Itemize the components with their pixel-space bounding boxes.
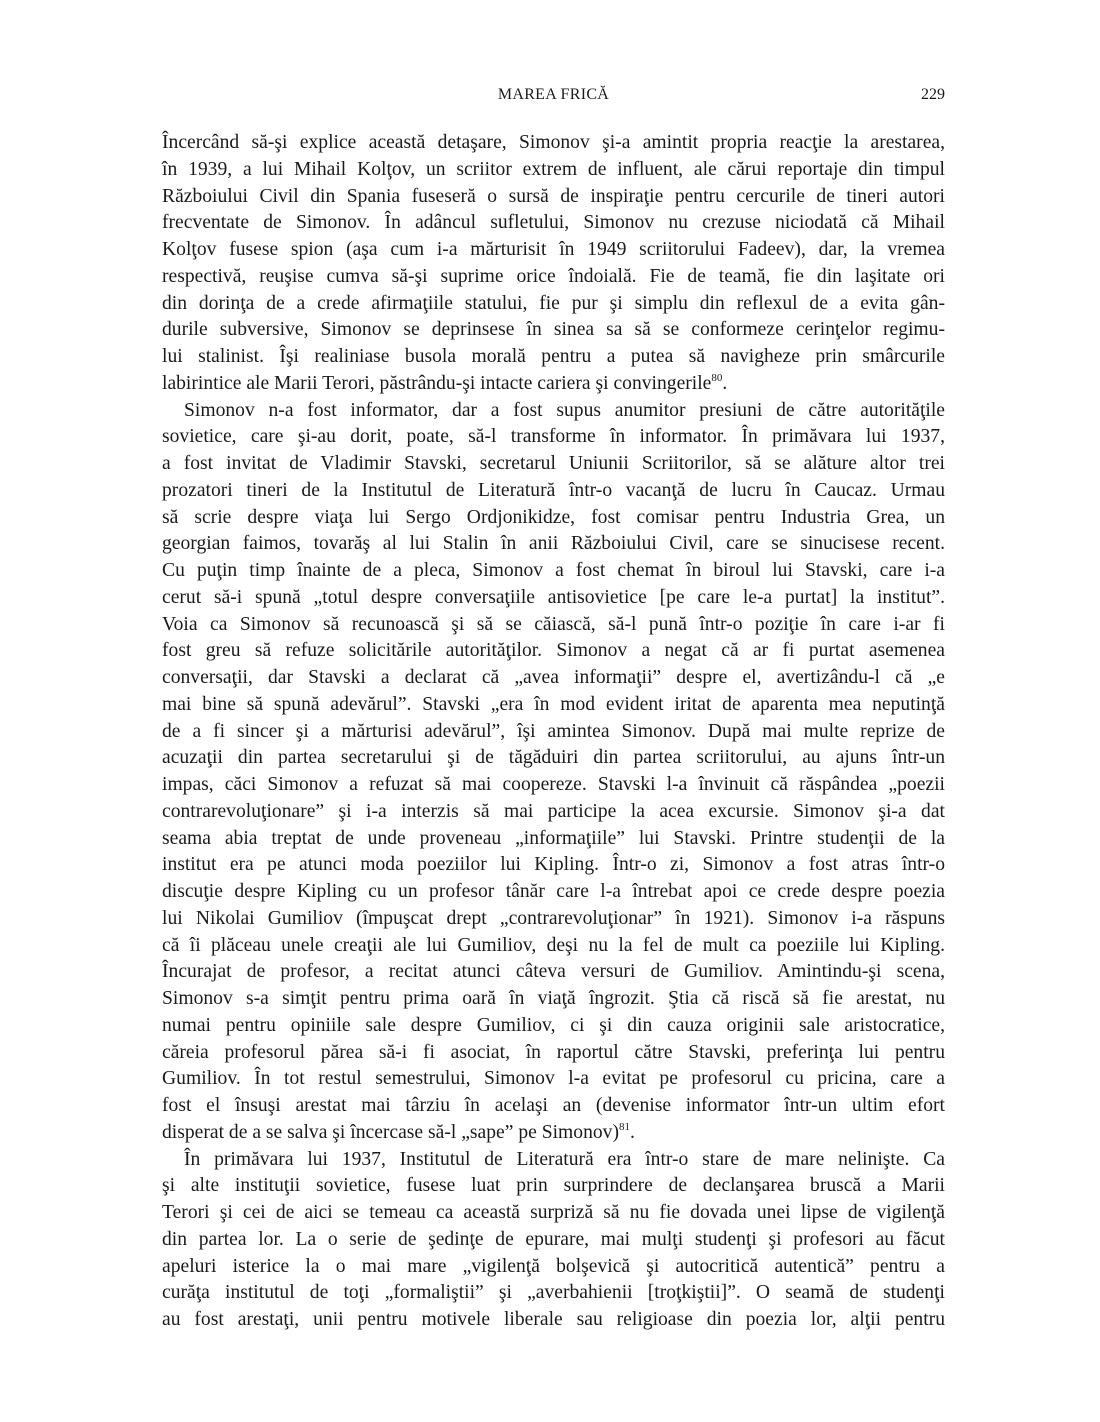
text-line [162,906,945,933]
text-line [162,665,945,692]
text-line [162,237,945,264]
line-text: Simonov s-a simţit pentru prima oară în viaţă îngrozit. Ştia că riscă să fie arestat, nu [162,988,945,1009]
line-text: a fost invitat de Vladimir Stavski, secretarul Uniunii Scriitorilor, să se alăture altor trei [162,453,945,474]
line-text: de a fi sincer şi a mărturisi adevărul”, îşi amintea Simonov. După mai multe reprize de [162,720,945,742]
text-line [162,1280,945,1307]
text-line [162,1307,945,1334]
sentence-end: . [722,372,728,394]
line-text: seama abia treptat de unde proveneau „informaţiile” lui Stavski. Printre studenţii de la [162,827,945,849]
line-text: În primăvara lui 1937, Institutul de Literatură era într-o stare de mare nelinişte. Ca [184,1148,945,1170]
line-text: conversaţii, dar Stavski a declarat că „avea informaţii” despre el, avertizându-l că „e [162,667,945,688]
text-line [162,1254,945,1281]
text-line [162,130,945,157]
line-text: impas, căci Simonov a refuzat să mai coopereze. Stavski l-a învinuit că răspândea „poezii [162,774,945,795]
text-line [162,451,945,478]
text-line [162,505,945,532]
text-line [162,317,945,344]
line-text: acuzaţii din partea secretarului şi de tăgăduiri din partea scriitorului, au ajuns într-un [162,747,945,769]
text-line [162,719,945,746]
line-text: mai bine să spună adevărul”. Stavski „era în mod evident iritat de aparenta mea neputinţă [162,693,945,715]
text-line [162,291,945,318]
line-text: contrarevoluţionare” şi i-a interzis să mai participe la acea excursie. Simonov şi-a dat [162,800,945,822]
line-text: numai pentru opiniile sale despre Gumiliov, ci şi din cauza originii sale aristocratice, [162,1014,945,1036]
line-text: în 1939, a lui Mihail Kolţov, un scriitor extrem de influent, ale cărui reportaje din timpul [162,158,945,180]
text-line [162,344,945,371]
line-text: Cu puţin timp înainte de a pleca, Simonov a fost chemat în biroul lui Stavski, care i-a [162,560,945,581]
running-title: MAREA FRICĂ [497,86,610,103]
line-text: respectivă, reuşise cumva să-şi suprime orice îndoială. Fie de teamă, fie din laşitate ori [162,265,945,287]
line-text: durile subversive, Simonov se deprinsese în sinea sa să se conformeze cerinţelor regimu- [162,319,945,341]
text-line [162,1066,945,1093]
text-line [162,799,945,826]
text-line [162,371,945,398]
sentence-end: . [630,1121,635,1143]
running-header [162,86,945,108]
line-text: Încercând să-şi explice această detaşare, Simonov şi-a amintit propria reacţie la arestarea, [162,132,945,153]
text-line [162,986,945,1013]
text-line [162,1173,945,1200]
page-number: 229 [921,86,945,103]
line-text: labirintice ale Marii Terori, păstrându-şi intacte cariera şi convingerile [162,372,712,394]
line-text: prozatori tineri de la Institutul de Literatură într-o vacanţă de lucru în Caucaz. Urmau [162,479,945,501]
text-line [162,933,945,960]
line-text: să scrie despre viaţa lui Sergo Ordjonikidze, fost comisar pentru Industria Grea, un [162,506,945,528]
footnote-reference[interactable]: 80 [711,371,723,384]
line-text: sovietice, care şi-au dorit, poate, să-l transforme în informator. În primăvara lui 1937, [162,426,945,448]
line-text: din dorinţa de a crede afirmaţiile statului, fie pur şi simplu din reflexul de a evita gân- [162,292,945,314]
line-text: Voia ca Simonov să recunoască şi să se căiască, să-l pună într-o poziţie în care i-ar fi [162,613,945,635]
text-line [162,424,945,451]
text-line [162,210,945,237]
line-text: Kolţov fusese spion (aşa cum i-a mărturisit în 1949 scriitorului Fadeev), dar, la vremea [162,239,945,260]
line-text: au fost arestaţi, unii pentru motivele liberale sau religioase din poezia lor, alţii pentru [162,1309,945,1330]
text-line [162,398,945,425]
text-line [162,585,945,612]
text-line [162,772,945,799]
text-line [162,1013,945,1040]
line-text: fost el însuşi arestat mai târziu în acelaşi an (devenise informator într-un ultim efort [162,1095,945,1116]
text-line [162,264,945,291]
line-text: Războiului Civil din Spania fuseseră o sursă de inspiraţie pentru cercurile de tineri autori [162,185,945,207]
footnote-reference[interactable]: 81 [619,1120,631,1133]
text-line [162,612,945,639]
body-text [162,130,945,1334]
line-text: disperat de a se salva şi încercase să-l „sape” pe Simonov) [162,1121,620,1143]
text-line [162,478,945,505]
text-line [162,1147,945,1174]
text-line [162,638,945,665]
line-text: Încurajat de profesor, a recitat atunci câteva versuri de Gumiliov. Amintindu-şi scena, [162,961,945,983]
line-text: Gumiliov. În tot restul semestrului, Simonov l-a evitat pe profesorul cu pricina, care a [162,1068,945,1090]
line-text: căreia profesorul părea să-i fi asociat, în raportul către Stavski, preferinţa lui pentru [162,1041,945,1063]
line-text: lui stalinist. Îşi realiniase busola morală pentru a putea să navigheze prin smârcurile [162,346,945,367]
line-text: că îi plăceau unele creaţii ale lui Gumiliov, deşi nu la fel de mult ca poeziile lui Kipling. [162,934,945,956]
line-text: institut era pe atunci moda poeziilor lui Kipling. Într-o zi, Simonov a fost atras într-o [162,854,945,876]
text-line [162,1227,945,1254]
paragraph [162,1147,945,1334]
line-text: lui Nikolai Gumiliov (împuşcat drept „contrarevoluţionar” în 1921). Simonov i-a răspuns [162,907,945,929]
line-text: georgian faimos, tovarăş al lui Stalin în anii Războiului Civil, care se sinucisese recent. [162,533,945,555]
line-text: cerut să-i spună „totul despre conversaţiile antisovietice [pe care le-a purtat] la institut”. [162,586,945,608]
paragraph [162,130,945,398]
text-line [162,531,945,558]
text-line [162,1040,945,1067]
line-text: Terori şi cei de aici se temeau ca această surpriză să nu fie dovada unei lipse de vigilenţă [162,1202,945,1223]
text-line [162,1120,945,1147]
text-line [162,879,945,906]
line-text: apeluri isterice la o mai mare „vigilenţă bolşevică şi autocritică autentică” pentru a [162,1255,945,1277]
text-line [162,157,945,184]
text-line [162,745,945,772]
line-text: discuţie despre Kipling cu un profesor tânăr care l-a întrebat apoi ce crede despre poezia [162,881,945,902]
line-text: Simonov n-a fost informator, dar a fost supus anumitor presiuni de către autorităţile [184,399,945,421]
text-line [162,959,945,986]
paragraph [162,398,945,1147]
line-text: fost greu să refuze solicitările autorităţilor. Simonov a negat că ar fi purtat asemenea [162,640,945,662]
line-text: curăţa institutul de toţi „formaliştii” şi „averbahienii [troţkiştii]”. O seamă de studenţi [162,1282,945,1304]
text-line [162,1093,945,1120]
line-text: şi alte instituţii sovietice, fusese luat prin surprindere de declanşarea bruscă a Marii [162,1175,945,1197]
text-line [162,558,945,585]
text-line [162,184,945,211]
text-line [162,692,945,719]
line-text: frecventate de Simonov. În adâncul sufletului, Simonov nu crezuse niciodată că Mihail [162,212,945,234]
text-line [162,826,945,853]
line-text: din partea lor. La o serie de şedinţe de epurare, mai mulţi studenţi şi profesori au făcut [162,1228,945,1250]
text-line [162,852,945,879]
text-line [162,1200,945,1227]
